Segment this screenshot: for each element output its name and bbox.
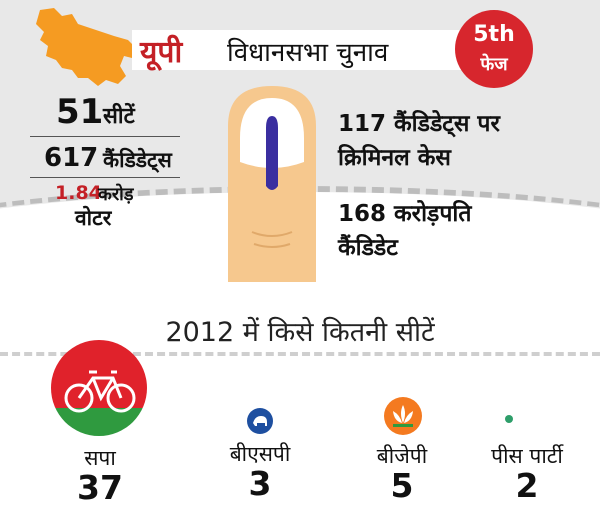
seats-value: 51: [56, 92, 104, 132]
up-map-icon: [32, 6, 142, 88]
seats-label: सीटें: [103, 104, 135, 129]
party-name-bjp: बीजेपी: [376, 444, 428, 468]
candidates-label: कैंडिडेट्स: [103, 148, 172, 172]
peace-party-icon: [505, 415, 513, 423]
page-title: विधानसभा चुनाव: [227, 38, 389, 68]
party-seats-bjp: 5: [390, 466, 414, 505]
candidates-value: 617: [44, 143, 99, 173]
party-name-peace-party: पीस पार्टी: [491, 444, 563, 468]
voters-value: 1.84: [55, 182, 102, 204]
party-seats-bsp: 3: [248, 464, 272, 503]
voters-unit: करोड़: [98, 184, 134, 205]
bsp-elephant-icon: [247, 408, 273, 434]
divider: [30, 177, 180, 178]
title-highlight: यूपी: [140, 35, 183, 70]
party-name-sp: सपा: [84, 446, 116, 470]
party-seats-sp: 37: [77, 468, 123, 506]
crorepati-line2: कैंडिडेट: [338, 235, 398, 261]
results-title: 2012 में किसे कितनी सीटें: [165, 317, 435, 348]
divider: [30, 136, 180, 137]
voters-label: वोटर: [75, 206, 112, 230]
phase-number: 5th: [473, 22, 515, 47]
criminal-cases-line2: क्रिमिनल केस: [338, 145, 451, 171]
party-seats-peace-party: 2: [515, 466, 539, 505]
crorepati-line1: 168 करोड़पति: [338, 201, 472, 227]
phase-badge: [455, 10, 533, 88]
party-name-bsp: बीएसपी: [229, 442, 291, 466]
sp-cycle-icon: [51, 340, 147, 436]
inked-finger-icon: [222, 82, 322, 282]
phase-label: फेज: [480, 54, 508, 75]
bjp-lotus-icon: [384, 397, 422, 435]
criminal-cases-line1: 117 कैंडिडेट्स पर: [338, 111, 500, 137]
